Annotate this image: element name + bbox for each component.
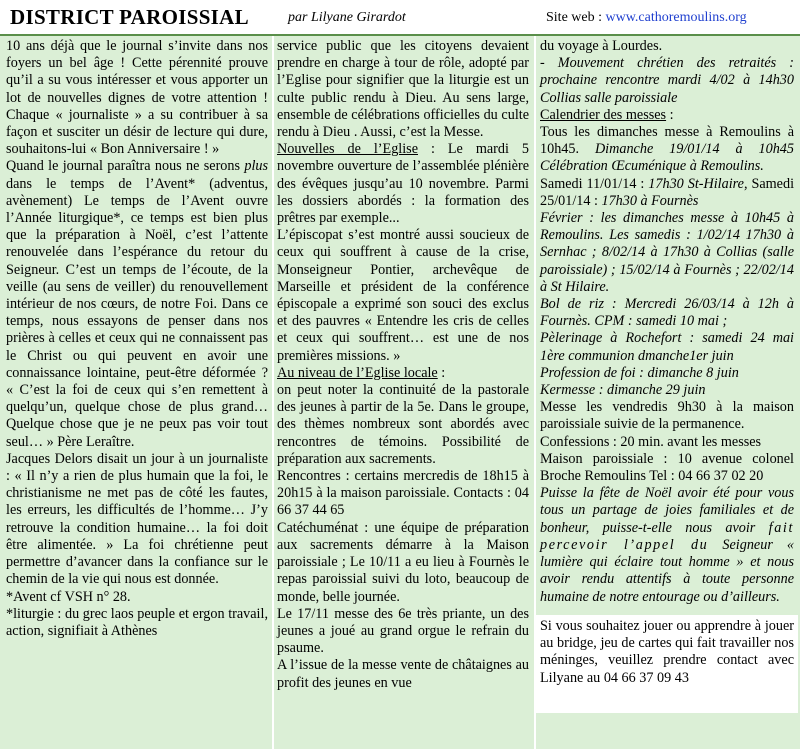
column-3: [540, 38, 794, 606]
column-1: [6, 38, 268, 640]
paragraph: Rencontres : certains mercredis de 18h15 à 20h15 à la maison paroissiale. Contacts : 04 66 37 44 65: [277, 468, 529, 519]
paragraph: Messe les vendredis 9h30 à la maison paroissiale suivie de la permanence.: [540, 399, 794, 433]
paragraph: - Mouvement chrétien des retraités : prochaine rencontre mardi 4/02 à 14h30 Collias salle paroissiale: [540, 55, 794, 106]
footnote: *liturgie : du grec laos peuple et ergon travail, action, signifiait à Athènes: [6, 605, 268, 639]
paragraph: Le 17/11 messe des 6e très priante, un des jeunes a joué au grand orgue le refrain du psaume.: [277, 605, 529, 657]
announcement-text: Si vous souhaitez jouer ou apprendre à jouer au bridge, jeu de cartes qui fait travailler nos méninges, veuillez prendre contact avec Lilyane au 04 66 37 09 43: [540, 618, 794, 686]
website-line: [546, 10, 747, 26]
paragraph: Profession de foi : dimanche 8 juin: [540, 364, 739, 381]
author-byline: par Lilyane Girardot: [288, 10, 406, 25]
bridge-announcement-box: [536, 615, 798, 713]
paragraph: Samedi 11/01/14 : 17h30 St-Hilaire, Samedi 25/01/14 : 17h30 à Fournès: [540, 175, 795, 209]
paragraph: Calendrier des messes :: [540, 106, 674, 123]
paragraph: Tous les dimanches messe à Remoulins à 10h45. Dimanche 19/01/14 à 10h45 Célébration Œcuménique à Remoulins.: [540, 124, 794, 175]
paragraph: L’épiscopat s’est montré aussi soucieux de ceux qui souffrent à cause de la crise, Monseigneur Pontier, archevêque de Marseille et président de la conférence épiscopale a exprimé son souci des exclus et des pauvres « Entendre les cris de celles et ceux qui souffrent… est une de nos premières missions. »: [277, 227, 529, 364]
subheading: Calendrier des messes: [540, 106, 667, 123]
subheading: Nouvelles de l’Eglise: [277, 141, 418, 158]
paragraph: Kermesse : dimanche 29 juin: [540, 382, 706, 399]
paragraph: Bol de riz : Mercredi 26/03/14 à 12h à Fournès. CPM : samedi 10 mai ;: [540, 296, 794, 330]
section-title: DISTRICT PAROISSIAL: [10, 5, 249, 29]
paragraph: A l’issue de la messe vente de châtaignes au profit des jeunes en vue: [277, 657, 529, 691]
paragraph: Au niveau de l’Eglise locale :: [277, 364, 446, 381]
header-bar: [0, 0, 800, 36]
paragraph: Nouvelles de l’Eglise : Le mardi 5 novembre ouverture de l’assemblée plénière des évêques jusqu’au 10 novembre. Parmi les dossiers abordés : la formation des prêtres par exemple...: [277, 141, 529, 227]
website-link[interactable]: www.cathoremoulins.org: [605, 10, 747, 25]
paragraph: Pèlerinage à Rochefort : samedi 24 mai 1ère communion dmanche1er juin: [540, 330, 794, 364]
paragraph: on peut noter la continuité de la pastorale des jeunes à partir de la 5e. Dans le groupe, des thèmes nombreux sont abordés avec rencontres de témoins. Possibilité de préparation aux sacrements.: [277, 382, 529, 467]
paragraph: Quand le journal paraîtra nous ne serons plus dans le temps de l’Avent* (adventus, avènement) Le temps de l’Avent ouvre l’Année liturgique*, ce temps est bien plus que la préparation à Noël, c’est l’attente renouvelée dans l’espérance du retour du Seigneur. C’est un temps de l’écoute, de la veille (au sens de veiller) du renouvellement intérieur de nos cœurs, de notre Foi. Dans ce temps, nous essayons de penser dans nos prières à celles et ceux qui ne connaissent pas le Christ ou qui peuvent en avoir une connaissance lointaine, peut-être déformée ? « C’est la foi de ceux qui s’en remettent à quelqu’un, quelque chose de plus grand… Quelque chose que je ne peux pas voir tout seul… » Père Leraître.: [6, 158, 268, 450]
column-divider: [272, 36, 274, 749]
paragraph: Février : les dimanches messe à 10h45 à Remoulins. Les samedis : 1/02/14 17h30 à Sernhac ; 8/02/14 à 17h30 à Collias (salle paroissiale) ; 15/02/14 à Fournès ; 22/02/14 à St Hilaire.: [540, 210, 794, 295]
paragraph: Maison paroissiale : 10 avenue colonel Broche Remoulins Tel : 04 66 37 02 20: [540, 450, 794, 485]
paragraph: 10 ans déjà que le journal s’invite dans nos foyers un bel âge ! Cette pérennité prouve qu’il a su vous intéresser et vous apporter un lot de nouvelles dignes de votre attention ! Chaque « journaliste » a su contribuer à sa façon et susciter un désir de lecture qui dure, souhaitons-lui « Bon Anniversaire ! »: [6, 38, 268, 158]
paragraph: du voyage à Lourdes.: [540, 38, 663, 54]
footnote: *Avent cf VSH n° 28.: [6, 588, 131, 605]
paragraph: Puisse la fête de Noël avoir été pour vous tous un partage de joies familiales et de bonheur, puisse-t-elle nous avoir fait percevoir l’appel du Seigneur « lumière qui éclaire tout homme » et nous avoir rendu attentifs à toute personne humaine de notre entourage ou d’ailleurs.: [540, 485, 794, 605]
website-label: Site web :: [546, 10, 606, 25]
paragraph: Jacques Delors disait un jour à un journaliste : « Il n’y a rien de plus humain que la foi, le christianisme ne met pas de côté les fautes, les erreurs, les difficultés de l’homme… J’y retrouve la condition humaine… la foi doit être alimentée. » La foi chrétienne peut permettre d’avancer dans la confiance sur le chemin de la vie qui nous est donnée.: [6, 450, 268, 588]
paragraph: service public que les citoyens devaient prendre en charge à tour de rôle, adopté par l’Eglise pour signifier que la liturgie est un culte public rendu à Dieu. Au sens large, ensemble de célébrations officielles du culte rendu à Dieu . Aussi, c’est la Messe.: [277, 38, 529, 141]
subheading: Au niveau de l’Eglise locale: [277, 364, 438, 381]
column-2: [277, 38, 529, 692]
paragraph: Catéchuménat : une équipe de préparation aux sacrements démarre à la Maison paroissiale ; Le 10/11 a eu lieu à Fournès le repas paroissial suivi du loto, beaucoup de monde, belle journée.: [277, 519, 529, 605]
paragraph: Confessions : 20 min. avant les messes: [540, 433, 762, 450]
